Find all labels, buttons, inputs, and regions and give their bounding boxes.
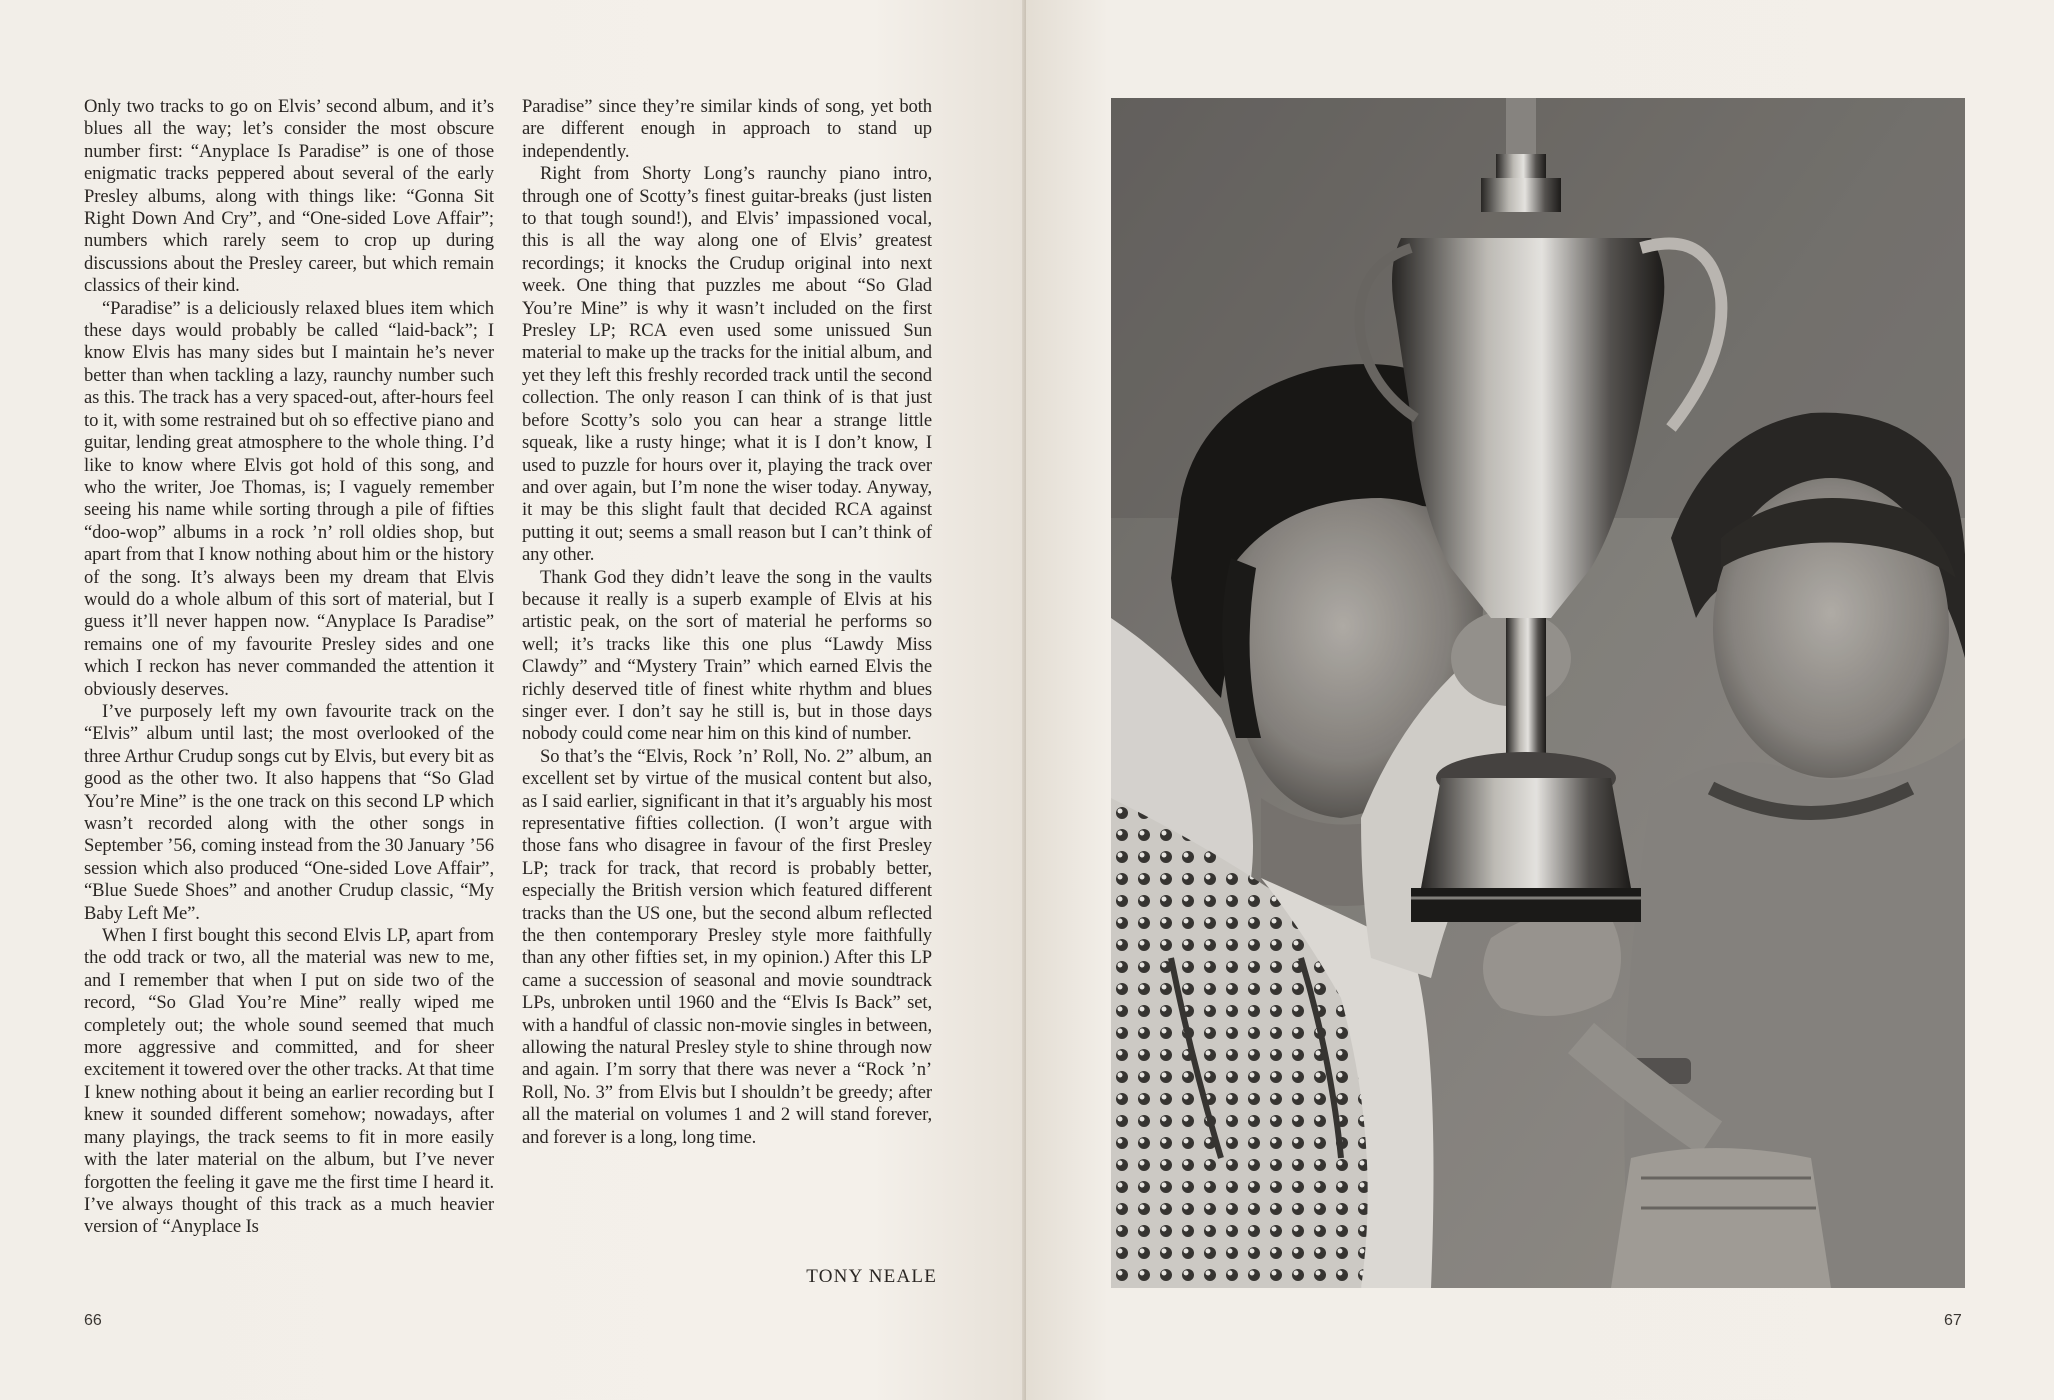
- text-column-1: [84, 96, 494, 1239]
- paragraph: I’ve purposely left my own favourite track on the “Elvis” album until last; the most overlooked of the three Arthur Crudup songs cut by Elvis, but every bit as good as the other two. It also happens that “So Glad You’re Mine” is the one track on this second LP which wasn’t recorded along with the other songs in September ’56, coming instead from the 30 January ’56 session which also produced “One-sided Love Affair”, “Blue Suede Shoes” and another Crudup classic, “My Baby Left Me”.: [84, 700, 494, 924]
- paragraph: So that’s the “Elvis, Rock ’n’ Roll, No. 2” album, an excellent set by virtue of the musical content but also, as I said earlier, significant in that it’s arguably his most representative fifties collection. (I won’t argue with those fans who disagree in favour of the first Presley LP; track for track, that record is probably better, especially the British version which featured different tracks than the US one, but the second album reflected the then contemporary Presley style more faithfully than any other fifties set, in my opinion.) After this LP came a succession of seasonal and movie soundtrack LPs, unbroken until 1960 and the “Elvis Is Back” set, with a handful of classic non-movie singles in between, allowing the natural Presley style to shine through now and again. I’m sorry that there was never a “Rock ’n’ Roll, No. 3” from Elvis but I shouldn’t be greedy; after all the material on volumes 1 and 2 will stand forever, and forever is a long, long time.: [522, 745, 932, 1148]
- paragraph: Right from Shorty Long’s raunchy piano intro, through one of Scotty’s finest guitar-breaks (just listen to that tough sound!), and Elvis’ impassioned vocal, this is all the way along one of Elvis’ greatest recordings; it knocks the Crudup original into next week. One thing that puzzles me about “So Glad You’re Mine” is why it wasn’t included on the first Presley LP; RCA even used some unissued Sun material to make up the tracks for the initial album, and yet they left this freshly recorded track until the second collection. The only reason I can think of is that just before Scotty’s solo you can hear a strange little squeak, like a rusty hinge; what it is I don’t know, I used to puzzle for hours over it, playing the track over and over again, but I’m none the wiser today. Anyway, it may be this slight fault that decided RCA against putting it out; seems a small reason but I can’t think of any other.: [522, 163, 932, 566]
- paragraph: “Paradise” is a deliciously relaxed blues item which these days would probably be called “laid-back”; I know Elvis has many sides but I maintain he’s never better than when tackling a lazy, raunchy number such as this. The track has a very spaced-out, after-hours feel to it, with some restrained but oh so effective piano and guitar, lending great atmosphere to the whole thing. I’d like to know where Elvis got hold of this song, and who the writer, Joe Thomas, is; I vaguely remember seeing his name while sorting through a pile of fifties “doo-wop” albums in a rock ’n’ roll oldies shop, but apart from that I know nothing about him or the history of the song. It’s always been my dream that Elvis would do a whole album of this sort of material, but I guess it’ll never happen now. “Anyplace Is Paradise” remains one of my favourite Presley sides and one which I reckon has never commanded the attention it obviously deserves.: [84, 297, 494, 700]
- paragraph: Only two tracks to go on Elvis’ second album, and it’s blues all the way; let’s consider the most obscure number first: “Anyplace Is Paradise” is one of those enigmatic tracks peppered about several of the early Presley albums, along with things like: “Gonna Sit Right Down And Cry”, and “One-sided Love Affair”; numbers which rarely seem to crop up during discussions about the Presley career, but which remain classics of their kind.: [84, 96, 494, 297]
- trophy-photo: [1111, 98, 1965, 1288]
- text-column-2: [522, 96, 932, 1149]
- page-number-right: 67: [1944, 1312, 1962, 1329]
- left-page: [0, 0, 1026, 1400]
- page-number-left: 66: [84, 1312, 102, 1329]
- paragraph: Thank God they didn’t leave the song in the vaults because it really is a superb example of Elvis at his artistic peak, on the sort of material he performs so well; it’s tracks like this one plus “Lawdy Miss Clawdy” and “Mystery Train” which earned Elvis the richly deserved title of finest white rhythm and blues singer ever. I don’t say he still is, but in those days nobody could come near him on this kind of number.: [522, 566, 932, 745]
- author-byline: TONY NEALE: [806, 1266, 937, 1287]
- paragraph: When I first bought this second Elvis LP, apart from the odd track or two, all the material was new to me, and I remember that when I put on side two of the record, “So Glad You’re Mine” really wiped me completely out; the whole sound seemed that much more aggressive and committed, and for sheer excitement it towered over the other tracks. At that time I knew nothing about it being an earlier recording but I knew it sounded different somehow; nowadays, after many playings, the track seems to fit in more easily with the later material on the album, but I’ve never forgotten the feeling it gave me the first time I heard it. I’ve always thought of this track as a much heavier version of “Anyplace Is: [84, 925, 494, 1238]
- photo-image: [1111, 98, 1965, 1288]
- paragraph: Paradise” since they’re similar kinds of song, yet both are different enough in approach to stand up independently.: [522, 96, 932, 162]
